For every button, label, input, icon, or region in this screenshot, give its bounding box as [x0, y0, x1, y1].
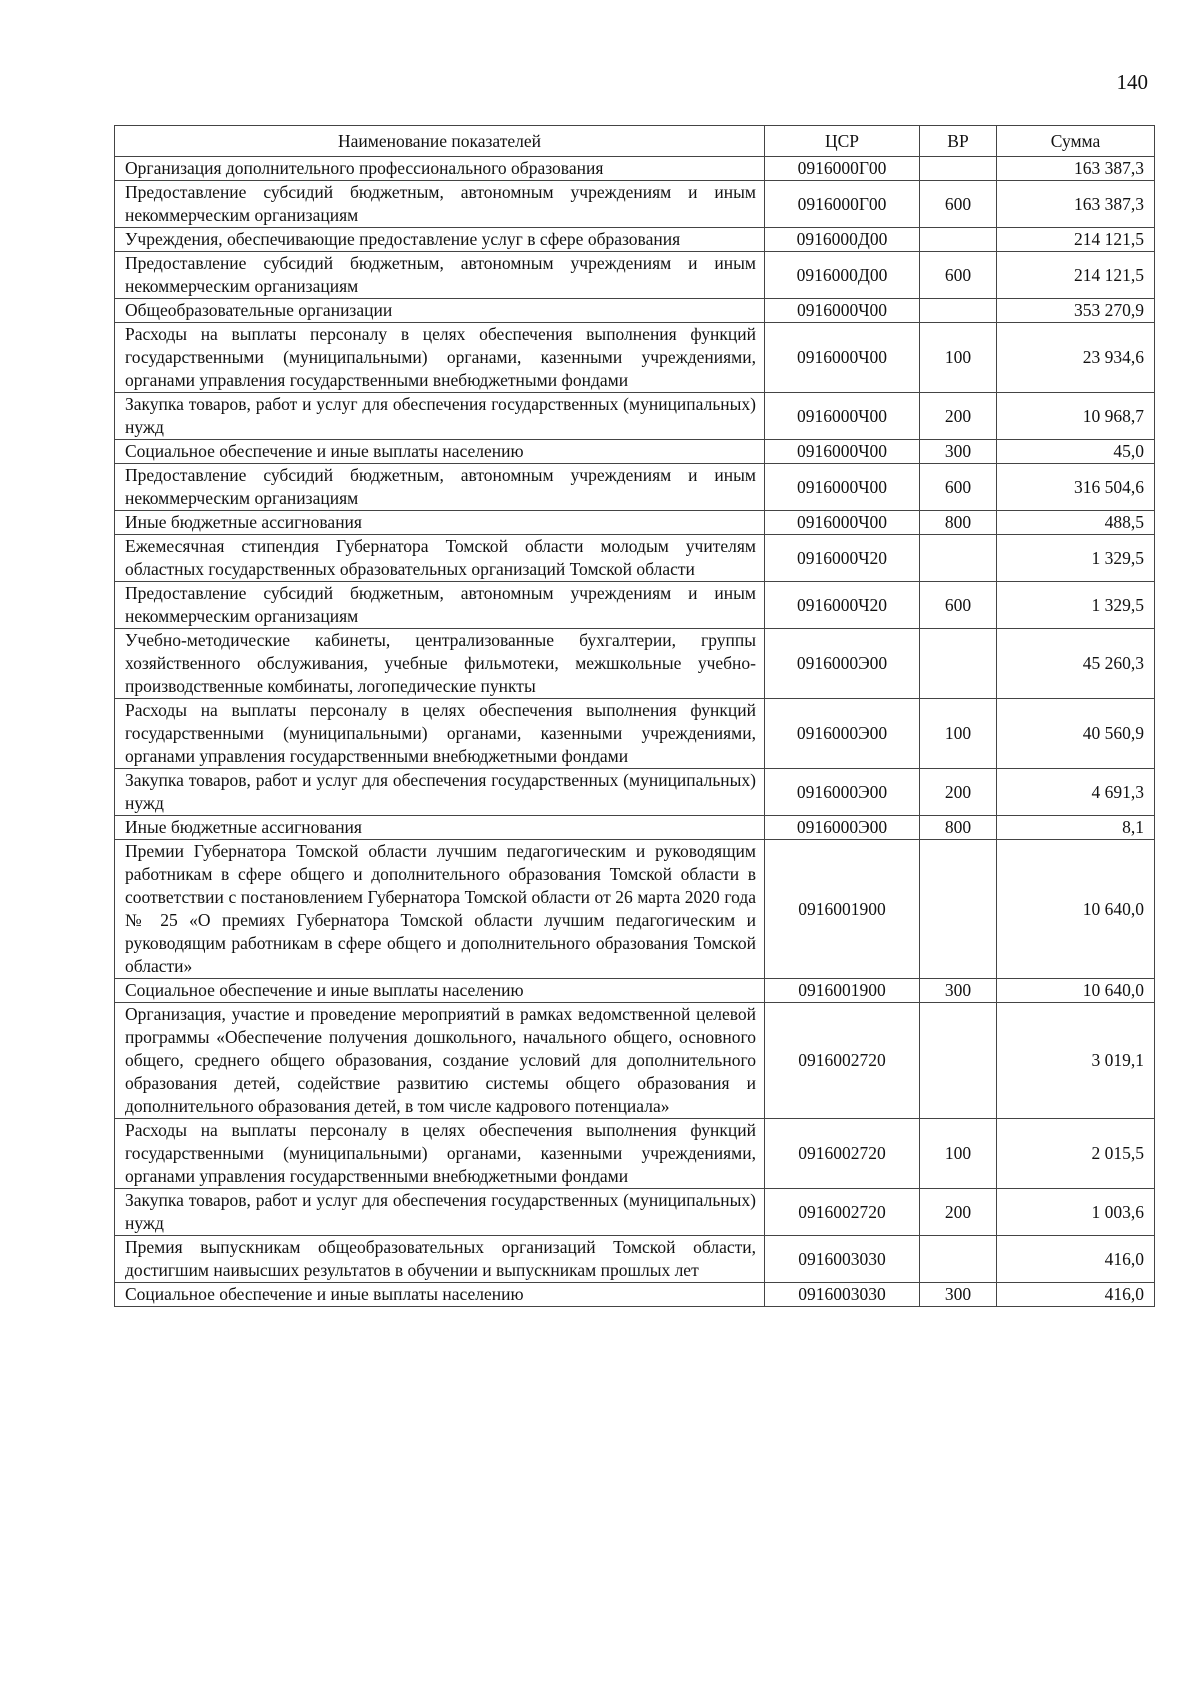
cell-csr: 0916000Д00 [765, 252, 920, 299]
table-row [115, 252, 1155, 299]
cell-name: Ежемесячная стипендия Губернатора Томской области молодым учителям областных государственных образовательных организаций Томской области [115, 535, 765, 582]
cell-name: Премия выпускникам общеобразовательных организаций Томской области, достигшим наивысших результатов в обучении и выпускникам прошлых лет [115, 1236, 765, 1283]
budget-table [114, 125, 1155, 1307]
cell-name: Иные бюджетные ассигнования [115, 816, 765, 840]
table-row [115, 1003, 1155, 1119]
cell-csr: 0916000Ч00 [765, 299, 920, 323]
table-row [115, 979, 1155, 1003]
cell-name: Предоставление субсидий бюджетным, автономным учреждениям и иным некоммерческим организациям [115, 582, 765, 629]
cell-name: Закупка товаров, работ и услуг для обеспечения государственных (муниципальных) нужд [115, 1189, 765, 1236]
table-row [115, 393, 1155, 440]
cell-csr: 0916000Ч00 [765, 464, 920, 511]
cell-sum: 1 003,6 [997, 1189, 1155, 1236]
cell-csr: 0916000Ч00 [765, 511, 920, 535]
cell-vr: 600 [920, 464, 997, 511]
cell-csr: 0916000Э00 [765, 816, 920, 840]
cell-vr [920, 535, 997, 582]
cell-name: Социальное обеспечение и иные выплаты населению [115, 1283, 765, 1307]
cell-csr: 0916002720 [765, 1189, 920, 1236]
cell-vr [920, 629, 997, 699]
header-vr: ВР [920, 126, 997, 157]
cell-name: Предоставление субсидий бюджетным, автономным учреждениям и иным некоммерческим организациям [115, 464, 765, 511]
header-sum: Сумма [997, 126, 1155, 157]
cell-vr: 600 [920, 181, 997, 228]
table-row [115, 181, 1155, 228]
cell-name: Расходы на выплаты персоналу в целях обеспечения выполнения функций государственными (муниципальными) органами, казенными учреждениями, органами управления государственными внебюджетными фондами [115, 1119, 765, 1189]
cell-vr: 100 [920, 323, 997, 393]
cell-name: Иные бюджетные ассигнования [115, 511, 765, 535]
table-row [115, 299, 1155, 323]
cell-name: Социальное обеспечение и иные выплаты населению [115, 440, 765, 464]
cell-sum: 353 270,9 [997, 299, 1155, 323]
cell-name: Закупка товаров, работ и услуг для обеспечения государственных (муниципальных) нужд [115, 769, 765, 816]
cell-csr: 0916001900 [765, 840, 920, 979]
cell-sum: 45 260,3 [997, 629, 1155, 699]
cell-name: Расходы на выплаты персоналу в целях обеспечения выполнения функций государственными (муниципальными) органами, казенными учреждениями, органами управления государственными внебюджетными фондами [115, 699, 765, 769]
cell-sum: 1 329,5 [997, 535, 1155, 582]
table-row [115, 582, 1155, 629]
cell-vr: 300 [920, 440, 997, 464]
cell-vr: 300 [920, 979, 997, 1003]
cell-name: Предоставление субсидий бюджетным, автономным учреждениям и иным некоммерческим организациям [115, 252, 765, 299]
table-row [115, 323, 1155, 393]
table-row [115, 629, 1155, 699]
cell-vr: 200 [920, 769, 997, 816]
cell-vr: 600 [920, 252, 997, 299]
cell-vr: 600 [920, 582, 997, 629]
cell-vr [920, 228, 997, 252]
table-row [115, 699, 1155, 769]
cell-sum: 8,1 [997, 816, 1155, 840]
cell-sum: 163 387,3 [997, 181, 1155, 228]
table-row [115, 157, 1155, 181]
cell-sum: 214 121,5 [997, 252, 1155, 299]
cell-csr: 0916000Ч00 [765, 393, 920, 440]
cell-csr: 0916000Г00 [765, 181, 920, 228]
table-row [115, 840, 1155, 979]
cell-sum: 316 504,6 [997, 464, 1155, 511]
cell-csr: 0916000Э00 [765, 769, 920, 816]
cell-name: Общеобразовательные организации [115, 299, 765, 323]
cell-sum: 416,0 [997, 1236, 1155, 1283]
table-row [115, 769, 1155, 816]
header-name: Наименование показателей [115, 126, 765, 157]
cell-sum: 2 015,5 [997, 1119, 1155, 1189]
table-row [115, 440, 1155, 464]
table-row [115, 1283, 1155, 1307]
cell-csr: 0916000Ч00 [765, 440, 920, 464]
table-row [115, 535, 1155, 582]
cell-csr: 0916000Э00 [765, 629, 920, 699]
table-row [115, 1119, 1155, 1189]
cell-sum: 45,0 [997, 440, 1155, 464]
cell-csr: 0916000Ч00 [765, 323, 920, 393]
cell-sum: 163 387,3 [997, 157, 1155, 181]
cell-name: Организация дополнительного профессионального образования [115, 157, 765, 181]
cell-csr: 0916003030 [765, 1283, 920, 1307]
cell-name: Закупка товаров, работ и услуг для обеспечения государственных (муниципальных) нужд [115, 393, 765, 440]
cell-vr [920, 157, 997, 181]
cell-name: Расходы на выплаты персоналу в целях обеспечения выполнения функций государственными (муниципальными) органами, казенными учреждениями, органами управления государственными внебюджетными фондами [115, 323, 765, 393]
cell-name: Организация, участие и проведение мероприятий в рамках ведомственной целевой программы «Обеспечение получения дошкольного, начального общего, основного общего, среднего общего образования, создание условий для дополнительного образования детей, содействие развитию системы общего образования и дополнительного образования детей, в том числе кадрового потенциала» [115, 1003, 765, 1119]
cell-sum: 4 691,3 [997, 769, 1155, 816]
table-row [115, 816, 1155, 840]
cell-sum: 488,5 [997, 511, 1155, 535]
cell-vr: 800 [920, 816, 997, 840]
cell-csr: 0916000Г00 [765, 157, 920, 181]
cell-sum: 23 934,6 [997, 323, 1155, 393]
cell-name: Предоставление субсидий бюджетным, автономным учреждениям и иным некоммерческим организациям [115, 181, 765, 228]
cell-vr [920, 1003, 997, 1119]
table-row [115, 1189, 1155, 1236]
cell-vr: 200 [920, 1189, 997, 1236]
cell-name: Премии Губернатора Томской области лучшим педагогическим и руководящим работникам в сфере общего и дополнительного образования Томской области в соответствии с постановлением Губернатора Томской области от 26 марта 2020 года № 25 «О премиях Губернатора Томской области лучшим педагогическим и руководящим работникам в сфере общего и дополнительного образования Томской области» [115, 840, 765, 979]
table-header-row [115, 126, 1155, 157]
cell-sum: 416,0 [997, 1283, 1155, 1307]
cell-csr: 0916000Э00 [765, 699, 920, 769]
cell-csr: 0916000Ч20 [765, 582, 920, 629]
cell-name: Социальное обеспечение и иные выплаты населению [115, 979, 765, 1003]
cell-vr: 100 [920, 1119, 997, 1189]
page-number: 140 [1116, 70, 1148, 94]
cell-vr [920, 299, 997, 323]
cell-sum: 40 560,9 [997, 699, 1155, 769]
cell-vr: 100 [920, 699, 997, 769]
cell-sum: 3 019,1 [997, 1003, 1155, 1119]
cell-csr: 0916002720 [765, 1003, 920, 1119]
header-csr: ЦСР [765, 126, 920, 157]
cell-vr [920, 840, 997, 979]
table-row [115, 1236, 1155, 1283]
cell-sum: 10 640,0 [997, 840, 1155, 979]
cell-csr: 0916003030 [765, 1236, 920, 1283]
table-row [115, 464, 1155, 511]
cell-csr: 0916001900 [765, 979, 920, 1003]
cell-sum: 1 329,5 [997, 582, 1155, 629]
cell-sum: 10 640,0 [997, 979, 1155, 1003]
cell-csr: 0916000Ч20 [765, 535, 920, 582]
cell-vr: 800 [920, 511, 997, 535]
cell-name: Учебно-методические кабинеты, централизованные бухгалтерии, группы хозяйственного обслуживания, учебные фильмотеки, межшкольные учебно-производственные комбинаты, логопедические пункты [115, 629, 765, 699]
cell-sum: 10 968,7 [997, 393, 1155, 440]
cell-vr: 300 [920, 1283, 997, 1307]
table-row [115, 228, 1155, 252]
cell-name: Учреждения, обеспечивающие предоставление услуг в сфере образования [115, 228, 765, 252]
cell-vr: 200 [920, 393, 997, 440]
cell-csr: 0916000Д00 [765, 228, 920, 252]
cell-vr [920, 1236, 997, 1283]
cell-sum: 214 121,5 [997, 228, 1155, 252]
table-row [115, 511, 1155, 535]
cell-csr: 0916002720 [765, 1119, 920, 1189]
